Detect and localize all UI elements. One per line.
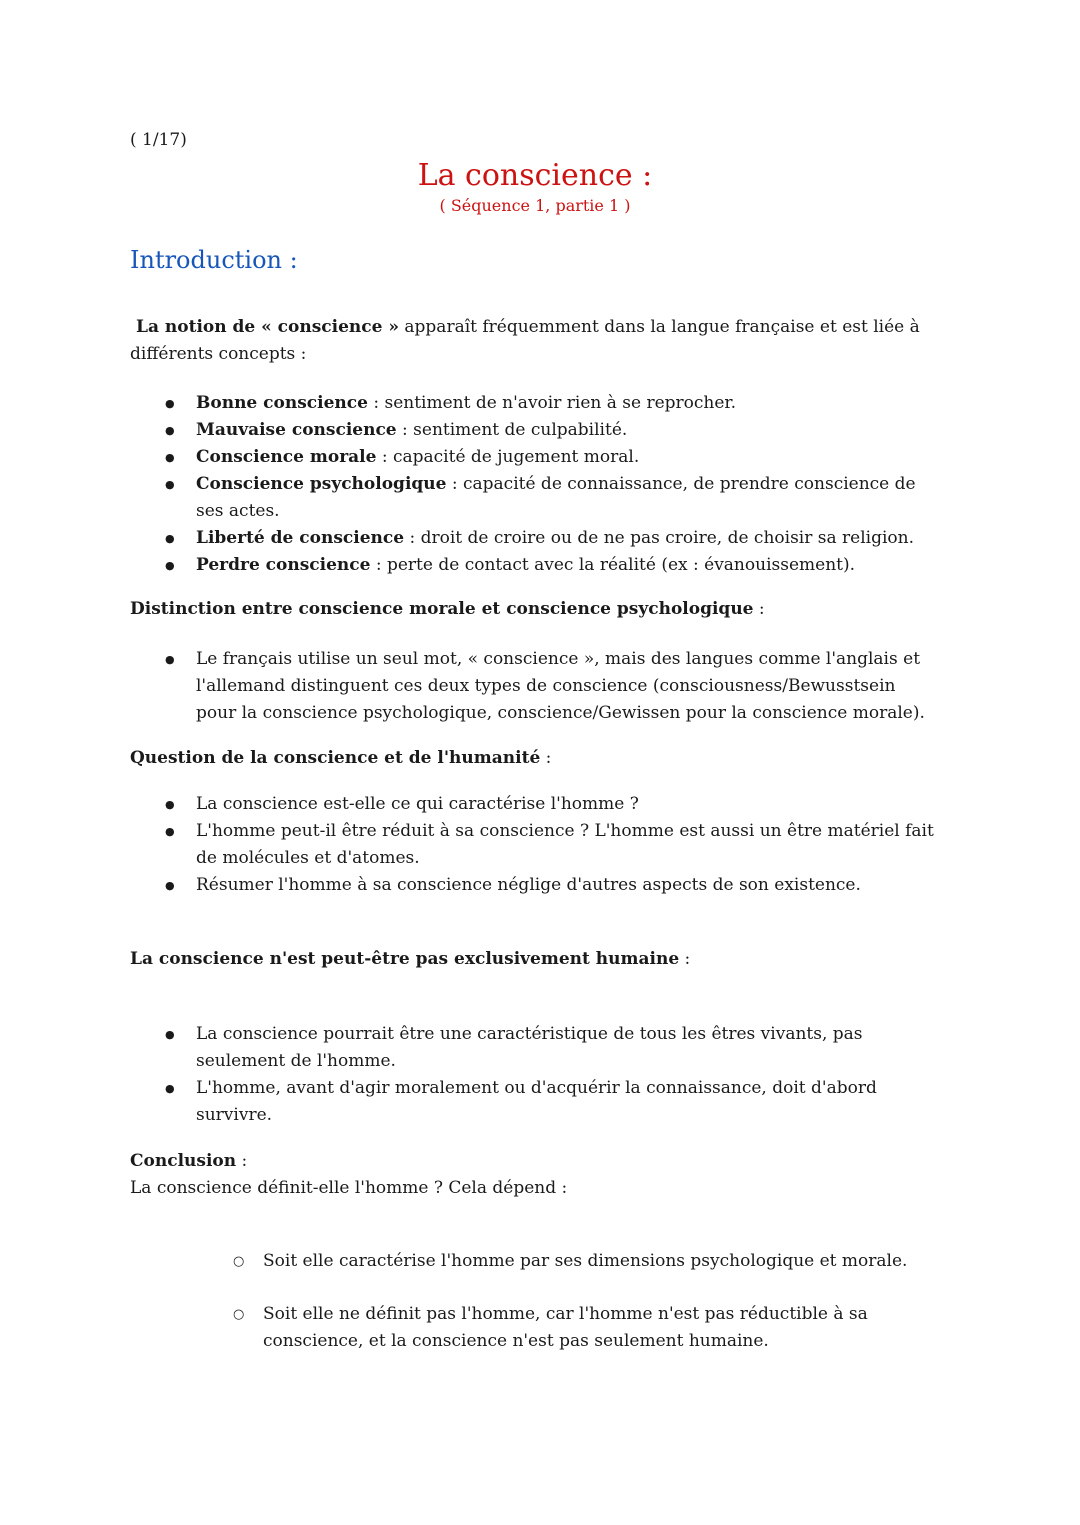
list-item — [130, 1248, 940, 1275]
bullet-icon: ● — [165, 825, 175, 838]
list-item — [130, 525, 940, 552]
bullet-icon: ● — [165, 532, 175, 545]
intro-lead-rest: apparaît fréquemment dans la langue française et est liée à différents concepts : — [130, 317, 920, 364]
section-heading-conclusion — [130, 1148, 940, 1175]
list-item — [130, 1301, 940, 1355]
list-item — [130, 552, 940, 579]
list-item — [130, 471, 940, 525]
concept-term: Liberté de conscience — [196, 528, 405, 548]
section-heading-colon: : — [753, 599, 765, 619]
bullet-icon: ● — [165, 478, 175, 491]
bullet-icon: ● — [165, 397, 175, 410]
section-heading-text: La conscience n'est peut-être pas exclusivement humaine — [130, 949, 680, 969]
section-heading-text: Distinction entre conscience morale et conscience psychologique — [130, 599, 754, 619]
bullet-icon: ● — [165, 559, 175, 572]
concept-definition: : capacité de jugement moral. — [376, 447, 640, 467]
concept-definition: : droit de croire ou de ne pas croire, de choisir sa religion. — [404, 528, 914, 548]
section-heading-distinction — [130, 596, 940, 623]
bullet-icon: ● — [165, 424, 175, 437]
introduction-heading: Introduction : — [130, 246, 298, 274]
section-heading-colon: : — [236, 1151, 248, 1171]
document-title: La conscience : — [417, 158, 653, 193]
section-heading-text: Conclusion — [130, 1151, 237, 1171]
section-heading-text: Question de la conscience et de l'humanité — [130, 748, 541, 768]
list-item-text — [196, 417, 940, 444]
list-item — [130, 444, 940, 471]
list-item — [130, 1075, 940, 1129]
list-item-text — [196, 390, 940, 417]
concept-term: Perdre conscience — [196, 555, 371, 575]
intro-lead-bold: La notion de « conscience » — [136, 317, 399, 337]
distinction-list — [130, 646, 940, 727]
list-item-text — [196, 471, 940, 525]
hollow-bullet-icon: ○ — [233, 1254, 245, 1269]
section-heading-humanite — [130, 745, 940, 772]
list-item — [130, 646, 940, 727]
list-item — [130, 1021, 940, 1075]
list-item — [130, 417, 940, 444]
concepts-list — [130, 390, 940, 579]
bullet-icon: ● — [165, 451, 175, 464]
bullet-icon: ● — [165, 1028, 175, 1041]
list-item — [130, 872, 940, 899]
bullet-icon: ● — [165, 879, 175, 892]
list-item-text — [196, 525, 940, 552]
concept-definition: : capacité de connaissance, de prendre conscience de ses actes. — [196, 474, 916, 521]
list-item-text: La conscience pourrait être une caractéristique de tous les êtres vivants, pas seulement de l'homme. — [196, 1024, 863, 1071]
conclusion-question: La conscience définit-elle l'homme ? Cela dépend : — [130, 1178, 568, 1198]
bullet-icon: ● — [165, 653, 175, 666]
list-item-text: Le français utilise un seul mot, « conscience », mais des langues comme l'anglais et l'allemand distinguent ces deux types de conscience (consciousness/Bewusstsein pour la conscience psychologique, conscience/Gewissen pour la conscience morale). — [196, 649, 925, 723]
list-item-text: Résumer l'homme à sa conscience néglige d'autres aspects de son existence. — [196, 875, 861, 895]
list-item-text: La conscience est-elle ce qui caractérise l'homme ? — [196, 794, 639, 814]
list-item-text: Soit elle caractérise l'homme par ses dimensions psychologique et morale. — [263, 1251, 908, 1271]
list-item-text: L'homme, avant d'agir moralement ou d'acquérir la connaissance, doit d'abord survivre. — [196, 1078, 877, 1125]
hollow-bullet-icon: ○ — [233, 1307, 245, 1322]
conclusion-list — [130, 1248, 940, 1355]
list-item-text: Soit elle ne définit pas l'homme, car l'homme n'est pas réductible à sa conscience, et la conscience n'est pas seulement humaine. — [263, 1304, 868, 1351]
list-item — [130, 791, 940, 818]
concept-definition: : sentiment de n'avoir rien à se reprocher. — [367, 393, 737, 413]
bullet-icon: ● — [165, 798, 175, 811]
section-heading-colon: : — [679, 949, 691, 969]
list-item — [130, 390, 940, 417]
concept-definition: : sentiment de culpabilité. — [396, 420, 628, 440]
section-heading-colon: : — [540, 748, 552, 768]
document-subtitle: ( Séquence 1, partie 1 ) — [439, 196, 631, 215]
concept-term: Mauvaise conscience — [196, 420, 397, 440]
concept-definition: : perte de contact avec la réalité (ex : évanouissement). — [370, 555, 856, 575]
concept-term: Conscience psychologique — [196, 474, 447, 494]
concept-term: Bonne conscience — [196, 393, 368, 413]
list-item-text: L'homme peut-il être réduit à sa conscience ? L'homme est aussi un être matériel fait de molécules et d'atomes. — [196, 821, 934, 868]
humanite-list — [130, 791, 940, 899]
concept-term: Conscience morale — [196, 447, 377, 467]
intro-paragraph — [130, 314, 940, 368]
section-heading-non-exclusivite — [130, 946, 940, 973]
bullet-icon: ● — [165, 1082, 175, 1095]
list-item — [130, 818, 940, 872]
list-item-text — [196, 444, 940, 471]
non-exclusivite-list — [130, 1021, 940, 1129]
page-number: ( 1/17) — [130, 130, 187, 150]
list-item-text — [196, 552, 940, 579]
